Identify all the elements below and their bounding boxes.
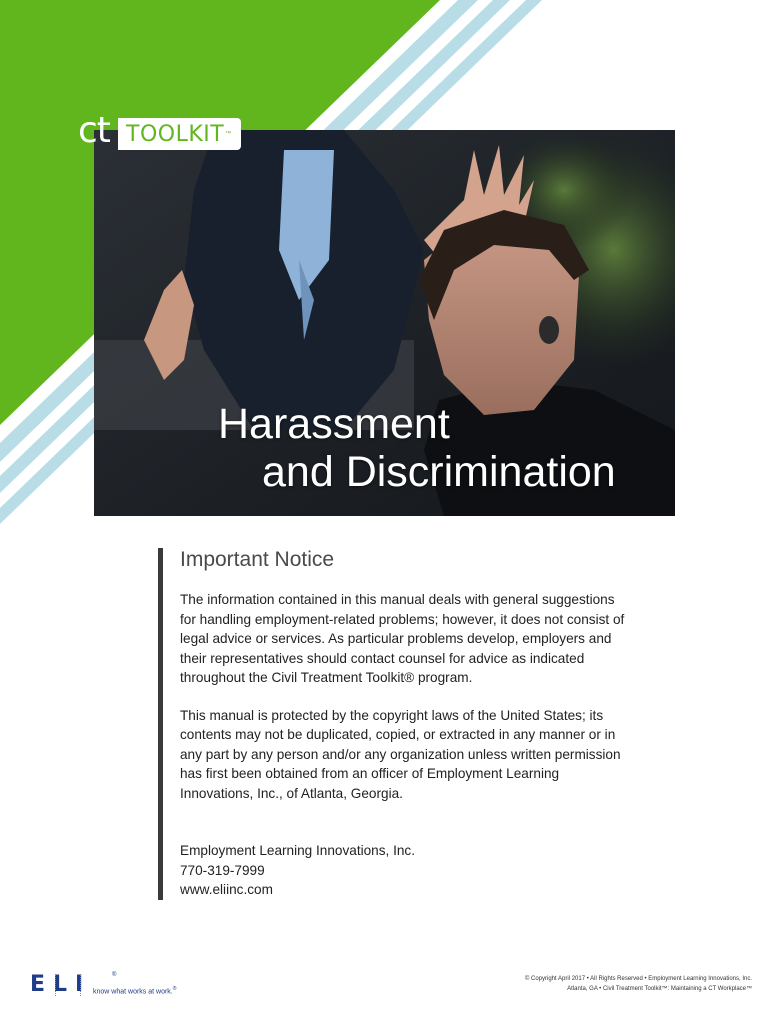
eli-logo bbox=[30, 972, 177, 998]
eli-divider bbox=[55, 974, 57, 996]
contact-block bbox=[180, 841, 630, 900]
footer-line-1: © Copyright April 2017 • All Rights Reserved • Employment Learning Innovations, Inc. bbox=[524, 976, 752, 982]
ct-toolkit-logo bbox=[78, 110, 238, 152]
contact-company: Employment Learning Innovations, Inc. bbox=[180, 843, 416, 858]
eli-tagline bbox=[93, 986, 176, 995]
hero-title-line-1: Harassment bbox=[218, 400, 450, 448]
eli-tagline-text: know what works at work. bbox=[93, 988, 173, 996]
brand-name-pill bbox=[118, 118, 241, 150]
brand-name: TOOLKIT bbox=[126, 121, 225, 147]
hero-title bbox=[218, 400, 616, 496]
notice-paragraph-copyright: This manual is protected by the copyright laws of the United States; its contents may not be duplicated, copied, or extracted in any manner or in any part by any person and/or any organization unless written permission has first been obtained from an officer of Employment Learning Innovations, Inc., of Atlanta, Georgia. bbox=[180, 707, 621, 801]
hero-photo bbox=[94, 130, 675, 516]
important-notice-section bbox=[180, 548, 630, 900]
brand-prefix: ct bbox=[78, 110, 110, 151]
notice-heading: Important Notice bbox=[180, 548, 335, 571]
brand-trademark: ™ bbox=[225, 131, 232, 137]
contact-website: www.eliinc.com bbox=[180, 882, 273, 897]
eli-divider bbox=[80, 974, 82, 996]
hero-title-line-2: and Discrimination bbox=[262, 448, 616, 496]
contact-phone: 770-319-7999 bbox=[180, 862, 265, 878]
notice-paragraph-disclaimer: The information contained in this manual deals with general suggestions for handling employment-related problems; however, it does not consist of legal advice or services. As particular problems develop, employers and their representatives should contact counsel for advice as indicated throughout the Civil Treatment Toolkit® program. bbox=[180, 592, 625, 685]
eli-registered-mark: ® bbox=[112, 972, 117, 978]
footer-line-2: Atlanta, GA • Civil Treatment Toolkit™: Maintaining a CT Workplace™ bbox=[567, 986, 752, 992]
notice-accent-bar bbox=[158, 548, 163, 900]
copyright-footer bbox=[472, 974, 752, 994]
eli-letters: ELI bbox=[30, 972, 92, 997]
eli-tagline-mark: ® bbox=[172, 986, 177, 992]
